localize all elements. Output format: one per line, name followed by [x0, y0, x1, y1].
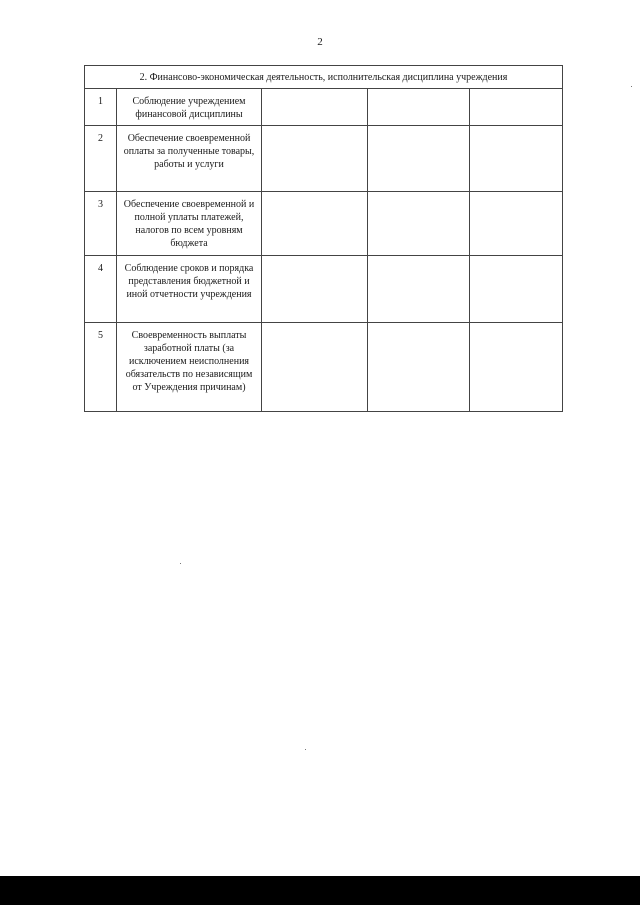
row-criterion: Своевременность выплаты заработной платы (за исключением неисполнения обязательств по независящим от Учреждения причинам) [117, 323, 262, 412]
table-row [85, 192, 563, 256]
row-number: 4 [85, 256, 117, 323]
empty-cell [470, 192, 563, 256]
section-title: 2. Финансово-экономическая деятельность, исполнительская дисциплина учреждения [85, 66, 563, 89]
empty-cell [470, 323, 563, 412]
empty-cell [368, 126, 470, 192]
row-criterion: Обеспечение своевременной и полной уплаты платежей, налогов по всем уровням бюджета [117, 192, 262, 256]
row-criterion: Соблюдение сроков и порядка представления бюджетной и иной отчетности учреждения [117, 256, 262, 323]
table-row [85, 89, 563, 126]
section-header-row [85, 66, 563, 89]
empty-cell [470, 89, 563, 126]
table-row [85, 256, 563, 323]
empty-cell [262, 89, 368, 126]
empty-cell [262, 256, 368, 323]
scan-speck [305, 749, 306, 750]
criteria-table [84, 65, 563, 412]
empty-cell [368, 192, 470, 256]
row-number: 1 [85, 89, 117, 126]
row-criterion: Обеспечение своевременной оплаты за полученные товары, работы и услуги [117, 126, 262, 192]
empty-cell [368, 89, 470, 126]
row-number: 3 [85, 192, 117, 256]
empty-cell [470, 256, 563, 323]
scan-bottom-border [0, 876, 640, 905]
scan-speck [180, 563, 181, 564]
table-row [85, 126, 563, 192]
empty-cell [470, 126, 563, 192]
empty-cell [262, 126, 368, 192]
scan-speck [631, 86, 632, 87]
empty-cell [262, 192, 368, 256]
row-number: 2 [85, 126, 117, 192]
empty-cell [262, 323, 368, 412]
row-number: 5 [85, 323, 117, 412]
empty-cell [368, 256, 470, 323]
row-criterion: Соблюдение учреждением финансовой дисциплины [117, 89, 262, 126]
page-number: 2 [317, 36, 323, 48]
empty-cell [368, 323, 470, 412]
table-row [85, 323, 563, 412]
